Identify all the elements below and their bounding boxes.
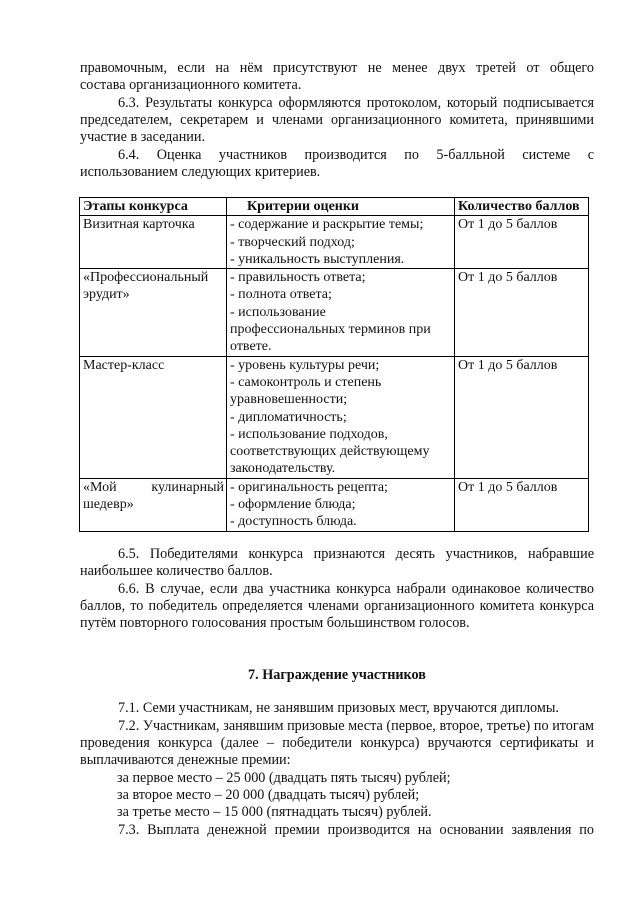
score-text: От 1 до 5 баллов [458,357,558,373]
criteria-line: - использование подходов, [230,426,388,442]
stage-cell [80,356,227,478]
criteria-line: уравновешенности; [230,392,348,408]
criteria-line: - оригинальность рецепта; [230,479,388,495]
table-row [80,478,589,531]
criteria-cell [227,478,455,531]
paragraph-7-1: 7.1. Семи участникам, не занявшим призовых мест, вручаются дипломы. [118,700,559,716]
stage-text: шедевр» [83,497,134,513]
header-criteria: Критерии оценки [227,198,455,216]
criteria-line: профессиональных терминов при [230,322,431,338]
paragraph-6-6: 6.6. В случае, если два участника конкурса набрали одинаковое количество баллов, то победитель определяется членами организационного комитета конкурса путём повторного голосования простым большинством голосов. [80,581,594,632]
score-text: От 1 до 5 баллов [458,217,558,233]
table-header-row [80,198,589,216]
criteria-line: - уровень культуры речи; [230,357,380,373]
criteria-line: - творческий подход; [230,234,355,250]
score-cell [455,478,589,531]
criteria-line: - правильность ответа; [230,270,366,286]
stage-text: Визитная карточка [83,217,195,233]
score-cell [455,216,589,269]
score-text: От 1 до 5 баллов [458,270,558,286]
score-cell [455,269,589,356]
criteria-line: - дипломатичность; [230,409,347,425]
intro-line-2: состава организационного комитета. [80,77,302,93]
criteria-cell [227,269,455,356]
stage-text: «Мой кулинарный [83,479,224,495]
score-cell [455,356,589,478]
stage-cell [80,478,227,531]
score-text: От 1 до 5 баллов [458,479,558,495]
prize-first-place: за первое место – 25 000 (двадцать пять тысяч) рублей; [117,770,451,786]
prize-second-place: за второе место – 20 000 (двадцать тысяч) рублей; [117,787,420,803]
paragraph-6-5: 6.5. Победителями конкурса признаются десять участников, набравшие наибольшее количество баллов. [80,546,594,580]
criteria-line: соответствующих действующему [230,444,430,460]
stage-text: Мастер-класс [83,357,165,373]
criteria-line: - содержание и раскрытие темы; [230,217,424,233]
section-7-heading: 7. Награждение участников [248,667,426,683]
stage-cell [80,216,227,269]
criteria-line: - полнота ответа; [230,287,332,303]
table-row [80,269,589,356]
paragraph-7-3: 7.3. Выплата денежной премии производится на основании заявления по [118,822,594,838]
paragraph-6-3: 6.3. Результаты конкурса оформляются протоколом, который подписывается председателем, секретарем и членами организационного комитета, принявшими участие в заседании. [80,95,594,146]
criteria-cell [227,356,455,478]
criteria-line: ответе. [230,339,272,355]
criteria-table [79,197,589,532]
criteria-line: - уникальность выступления. [230,251,405,267]
stage-cell [80,269,227,356]
stage-text: эрудит» [83,287,130,303]
intro-line-1: правомочным, если на нём присутствуют не менее двух третей от общего [80,60,594,76]
header-stages: Этапы конкурса [80,198,227,216]
prize-third-place: за третье место – 15 000 (пятнадцать тысяч) рублей. [117,804,432,820]
criteria-line: - использование [230,304,326,320]
criteria-line: - самоконтроль и степень [230,374,382,390]
header-score: Количество баллов [455,198,589,216]
table-row [80,356,589,478]
paragraph-6-4: 6.4. Оценка участников производится по 5-балльной системе с использованием следующих критериев. [80,147,594,181]
table-row [80,216,589,269]
criteria-line: - оформление блюда; [230,497,356,513]
criteria-line: - доступность блюда. [230,514,357,530]
paragraph-7-2: 7.2. Участникам, занявшим призовые места (первое, второе, третье) по итогам проведения конкурса (далее – победители конкурса) вручаются сертификаты и выплачиваются денежные премии: [80,718,594,769]
stage-text: «Профессиональный [83,270,209,286]
criteria-line: законодательству. [230,461,336,477]
criteria-cell [227,216,455,269]
